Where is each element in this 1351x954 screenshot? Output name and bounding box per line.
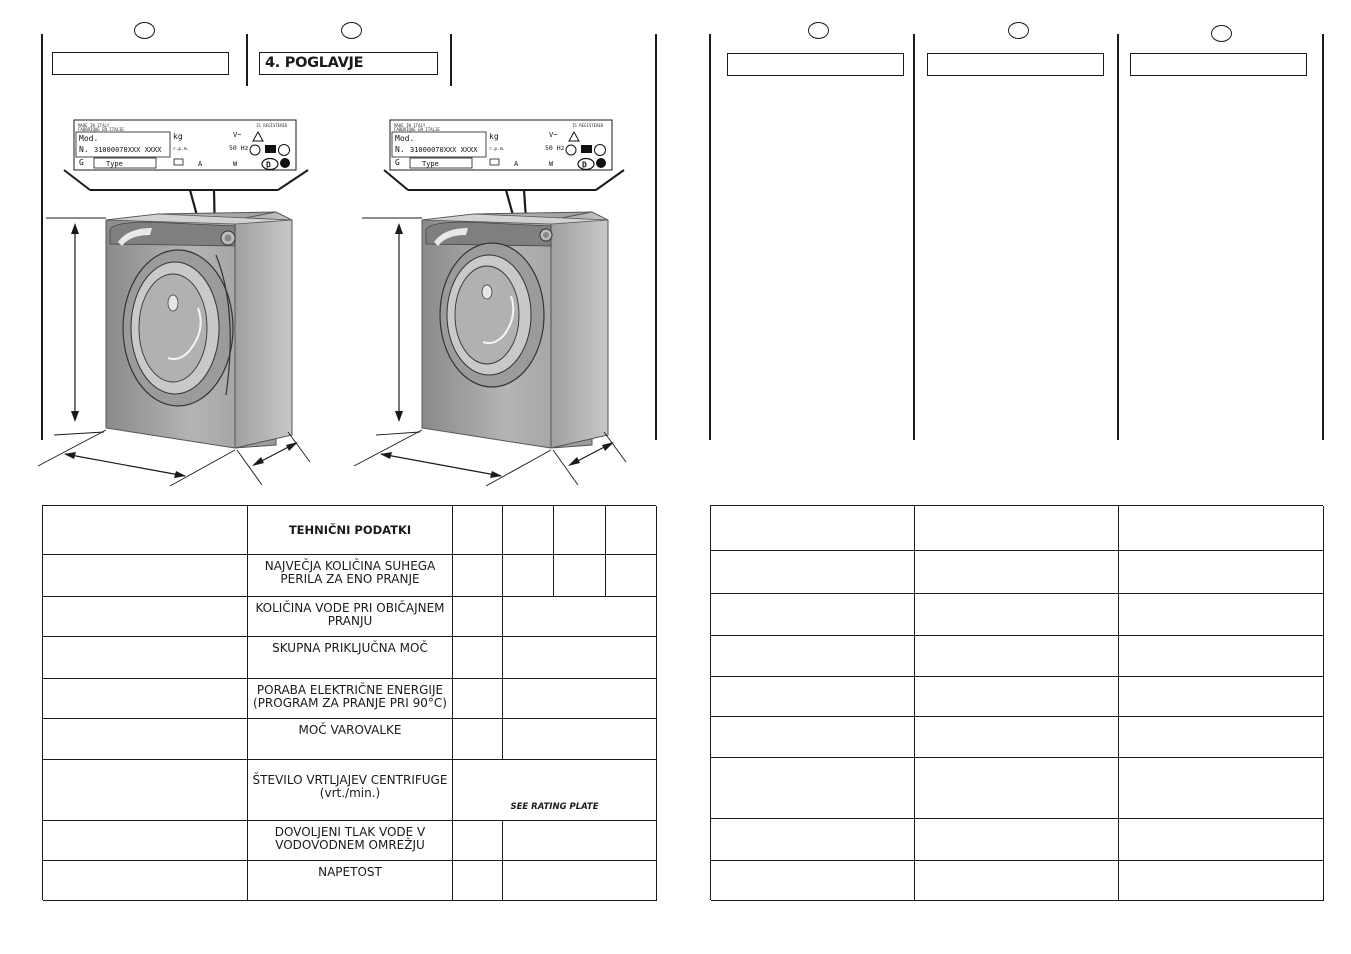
rating-plate-1 bbox=[74, 120, 296, 170]
right-table-cell bbox=[915, 758, 1119, 819]
spec-table-cell bbox=[503, 861, 657, 901]
spec-table-cell bbox=[503, 506, 554, 555]
right-table-cell bbox=[915, 594, 1119, 636]
spec-row-text: ŠTEVILO VRTLJAJEV CENTRIFUGE (vrt./min.) bbox=[252, 773, 448, 800]
language-flag-circle bbox=[1008, 22, 1029, 39]
spec-row-text: MOČ VAROVALKE bbox=[298, 723, 402, 737]
plate-serial: 31000070XXX XXXX bbox=[410, 146, 478, 154]
spec-table-cell bbox=[453, 719, 503, 760]
spec-table-cell bbox=[43, 861, 248, 901]
spec-table-cell bbox=[453, 506, 503, 555]
right-page-divider bbox=[1117, 34, 1119, 440]
right-table-cell bbox=[711, 717, 915, 758]
plate-d-badge: D bbox=[582, 160, 587, 170]
spec-row-text: PORABA ELEKTRIČNE ENERGIJE (PROGRAM ZA PRANJE PRI 90°C) bbox=[253, 683, 447, 710]
right-table-cell bbox=[1119, 758, 1324, 819]
plate-g-label: G bbox=[79, 158, 84, 167]
right-table-cell bbox=[915, 506, 1119, 551]
chapter-title: 4. POGLAVJE bbox=[265, 55, 364, 71]
chapter-title-box-empty bbox=[1130, 53, 1307, 76]
right-border-line bbox=[655, 34, 657, 440]
plate-rpm-label: r.p.m. bbox=[173, 147, 190, 152]
spec-table-cell bbox=[554, 555, 606, 597]
chapter-title-box-empty bbox=[727, 53, 904, 76]
spec-table-cell bbox=[453, 597, 503, 637]
spec-row-label bbox=[248, 821, 453, 861]
spec-table-cell bbox=[43, 597, 248, 637]
right-table-cell bbox=[915, 717, 1119, 758]
right-table-cell bbox=[711, 551, 915, 594]
language-flag-circle bbox=[808, 22, 829, 39]
plate-d-badge: D bbox=[266, 160, 271, 170]
spec-table-cell bbox=[503, 821, 657, 861]
spec-table-cell bbox=[453, 679, 503, 719]
svg-text:FABBRIQUE EN ITALIE: FABBRIQUE EN ITALIE bbox=[394, 127, 440, 132]
plate-g-label: G bbox=[395, 158, 400, 167]
right-page-border bbox=[709, 34, 711, 440]
spin-note-cell bbox=[453, 760, 657, 821]
plate-voltage-label: V~ bbox=[549, 131, 558, 139]
right-table-cell bbox=[1119, 506, 1324, 551]
plate-freq-label: 50 Hz bbox=[545, 144, 565, 152]
language-flag-circle bbox=[1211, 25, 1232, 42]
spec-table-cell bbox=[503, 679, 657, 719]
spec-table-header-text: TEHNIČNI PODATKI bbox=[288, 522, 412, 537]
right-table-cell bbox=[915, 551, 1119, 594]
spec-row-label bbox=[248, 555, 453, 597]
right-table-cell bbox=[711, 594, 915, 636]
chapter-title-box-empty bbox=[927, 53, 1104, 76]
plate-number-label: N. bbox=[395, 145, 405, 154]
right-table-cell bbox=[711, 506, 915, 551]
spec-table-cell bbox=[43, 760, 248, 821]
plate-watt-label: W bbox=[549, 160, 554, 168]
spec-table-cell bbox=[43, 719, 248, 760]
plate-amp-label: A bbox=[198, 160, 203, 168]
spec-table-cell bbox=[453, 861, 503, 901]
spec-table-cell bbox=[453, 821, 503, 861]
spec-table-cell bbox=[43, 506, 248, 555]
column-divider bbox=[246, 34, 248, 86]
svg-text:MADE IN ITALY: MADE IN ITALY bbox=[78, 123, 110, 128]
spec-row-text: DOVOLJENI TLAK VODE V VODOVODNEM OMREŽJU bbox=[274, 825, 426, 852]
plate-number-label: N. bbox=[79, 145, 89, 154]
spec-table bbox=[42, 505, 656, 900]
svg-text:IS REGISTERED: IS REGISTERED bbox=[256, 123, 288, 128]
right-spec-table bbox=[710, 505, 1323, 900]
chapter-title-box-empty bbox=[52, 52, 229, 75]
spec-row-label bbox=[248, 597, 453, 637]
right-table-cell bbox=[711, 758, 915, 819]
plate-model-label: Mod. bbox=[79, 134, 99, 143]
plate-kg-label: kg bbox=[489, 132, 499, 141]
plate-model-label: Mod. bbox=[395, 134, 415, 143]
spec-table-cell bbox=[503, 719, 657, 760]
column-divider bbox=[450, 34, 452, 86]
spec-row-text: KOLIČINA VODE PRI OBIČAJNEM PRANJU bbox=[255, 601, 445, 628]
spec-row-label bbox=[248, 637, 453, 679]
spec-table-cell bbox=[503, 637, 657, 679]
spec-table-cell bbox=[453, 555, 503, 597]
right-table-cell bbox=[1119, 677, 1324, 717]
spec-table-cell bbox=[43, 637, 248, 679]
plate-amp-label: A bbox=[514, 160, 519, 168]
washing-machine-1 bbox=[38, 120, 310, 486]
right-table-cell bbox=[1119, 819, 1324, 861]
plate-type-label: Type bbox=[106, 160, 123, 168]
spec-row-label bbox=[248, 719, 453, 760]
spec-row-text: SKUPNA PRIKLJUČNA MOČ bbox=[272, 641, 428, 655]
spec-table-cell bbox=[606, 506, 657, 555]
right-table-cell bbox=[1119, 594, 1324, 636]
chapter-title-box bbox=[259, 52, 438, 75]
right-table-cell bbox=[711, 861, 915, 901]
right-table-cell bbox=[1119, 861, 1324, 901]
plate-serial: 31000070XXX XXXX bbox=[94, 146, 162, 154]
right-table-cell bbox=[915, 861, 1119, 901]
spec-table-cell bbox=[503, 555, 554, 597]
spec-table-header bbox=[248, 506, 453, 555]
spec-table-cell bbox=[43, 555, 248, 597]
svg-text:FABBRIQUE EN ITALIE: FABBRIQUE EN ITALIE bbox=[78, 127, 124, 132]
washing-machine-2 bbox=[354, 120, 626, 486]
plate-kg-label: kg bbox=[173, 132, 183, 141]
plate-freq-label: 50 Hz bbox=[229, 144, 249, 152]
spec-row-text: NAPETOST bbox=[318, 865, 382, 879]
right-table-cell bbox=[1119, 551, 1324, 594]
spec-row-text: NAJVEČJA KOLIČINA SUHEGA PERILA ZA ENO PRANJE bbox=[264, 559, 436, 586]
spec-table-cell bbox=[554, 506, 606, 555]
plate-voltage-label: V~ bbox=[233, 131, 242, 139]
plate-type-label: Type bbox=[422, 160, 439, 168]
plate-watt-label: W bbox=[233, 160, 238, 168]
spec-row-label bbox=[248, 679, 453, 719]
rating-plate-2 bbox=[390, 120, 612, 170]
language-flag-circle bbox=[341, 22, 362, 39]
svg-text:MADE IN ITALY: MADE IN ITALY bbox=[394, 123, 426, 128]
spec-table-cell bbox=[43, 679, 248, 719]
right-table-cell bbox=[711, 819, 915, 861]
right-table-cell bbox=[1119, 636, 1324, 677]
right-table-cell bbox=[711, 677, 915, 717]
spec-table-cell bbox=[606, 555, 657, 597]
right-page-border bbox=[1322, 34, 1324, 440]
right-table-cell bbox=[915, 677, 1119, 717]
plate-rpm-label: r.p.m. bbox=[489, 147, 506, 152]
spec-table-cell bbox=[503, 597, 657, 637]
spec-table-cell bbox=[453, 637, 503, 679]
spec-row-label bbox=[248, 861, 453, 901]
svg-text:IS REGISTERED: IS REGISTERED bbox=[572, 123, 604, 128]
spec-row-label bbox=[248, 760, 453, 821]
right-table-cell bbox=[1119, 717, 1324, 758]
right-table-cell bbox=[915, 636, 1119, 677]
right-table-cell bbox=[711, 636, 915, 677]
spec-table-cell bbox=[43, 821, 248, 861]
language-flag-circle bbox=[134, 22, 155, 39]
right-table-cell bbox=[915, 819, 1119, 861]
right-page-divider bbox=[913, 34, 915, 440]
spin-note-text: SEE RATING PLATE bbox=[510, 802, 599, 812]
washing-machine-illustrations bbox=[30, 110, 650, 495]
